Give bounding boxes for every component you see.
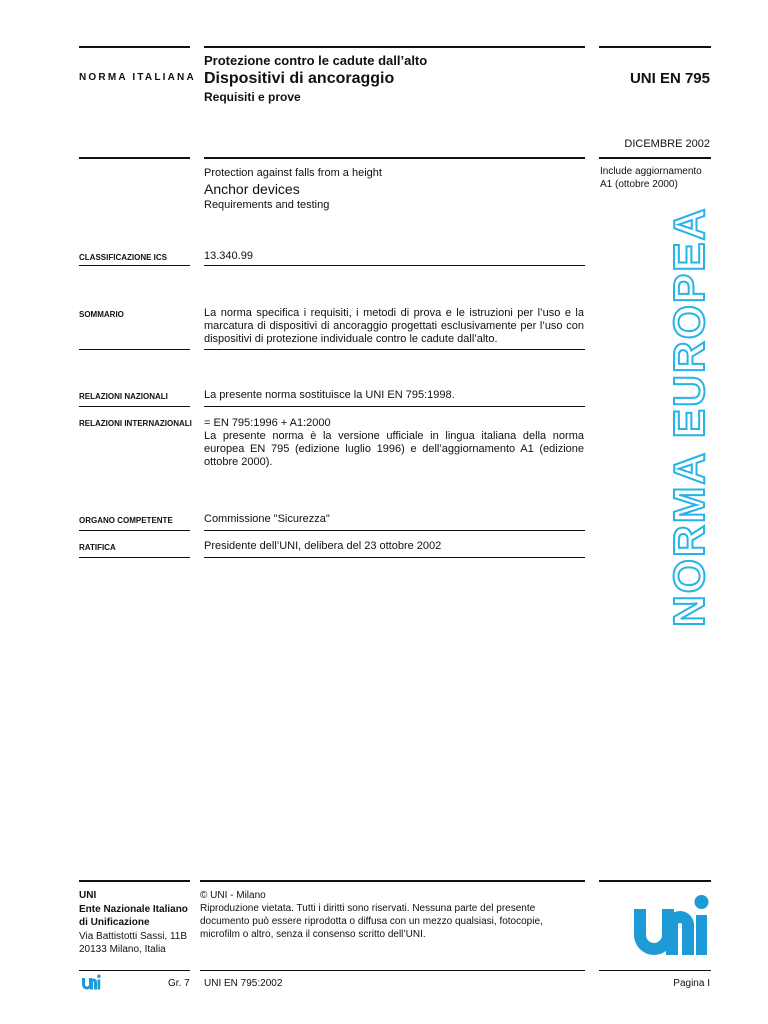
summary-value-rule [204, 349, 585, 350]
price-group: Gr. 7 [168, 978, 190, 989]
international-relations-label: RELAZIONI INTERNAZIONALI [79, 419, 192, 428]
top-rule-right [599, 46, 711, 48]
national-label-rule [79, 406, 190, 407]
competent-label-rule [79, 530, 190, 531]
copyright-line: © UNI - Milano [200, 890, 266, 901]
series-label: NORMA ITALIANA [79, 72, 196, 83]
ratification-label: RATIFICA [79, 543, 116, 552]
competent-body-label: ORGANO COMPETENTE [79, 516, 173, 525]
english-title-line-1: Protection against falls from a height [204, 167, 382, 179]
norma-europea-banner [665, 206, 715, 627]
ratification-label-rule [79, 557, 190, 558]
top-rule-left [79, 46, 190, 48]
org-name-short: UNI [79, 890, 97, 901]
title-line-1: Protezione contro le cadute dall’alto [204, 53, 428, 68]
page-number: Pagina I [673, 978, 710, 989]
summary-label-rule [79, 349, 190, 350]
summary-value: La norma specifica i requisiti, i metodi di prova e le istruzioni per l’uso e la marcatura di dispositivi di ancoraggio progettati esclusivamente per l’uso con dispositivi di protezione individuale contro le cadute dall’alto. [204, 307, 584, 345]
bottom-rule-middle [200, 970, 585, 971]
footer-rule-left [79, 880, 190, 882]
second-rule-right [599, 157, 711, 159]
ics-label: CLASSIFICAZIONE ICS [79, 253, 168, 262]
organization-address [79, 889, 188, 957]
international-relations-line-2: La presente norma è la versione ufficiale in lingua italiana della norma europea EN 795 (edizione luglio 1996) e dell’aggiornamento A1 (edizione ottobre 2000). [204, 430, 584, 468]
org-name-line-1: Ente Nazionale Italiano [79, 903, 188, 915]
footer-document-code: UNI EN 795:2002 [204, 978, 283, 989]
footer-rule-right [599, 880, 711, 882]
title-line-3: Requisiti e prove [204, 90, 301, 104]
competent-value-rule [204, 530, 585, 531]
org-city: 20133 Milano, Italia [79, 944, 166, 955]
standard-code: UNI EN 795 [629, 70, 710, 87]
ics-value-rule [204, 265, 585, 266]
uni-logo-large [630, 893, 710, 957]
footer-rule-middle [200, 880, 585, 882]
bottom-rule-left [79, 970, 190, 971]
summary-label: SOMMARIO [79, 310, 124, 319]
competent-body-value: Commissione "Sicurezza" [204, 513, 330, 525]
rights-notice: Riproduzione vietata. Tutti i diritti sono riservati. Nessuna parte del presente documento può essere riprodotta o diffusa con un mezzo qualsiasi, fotocopie, microfilm o altro, senza il consenso scritto dell’UNI. [200, 903, 543, 940]
national-relations-label: RELAZIONI NAZIONALI [79, 392, 168, 401]
top-rule-middle [204, 46, 585, 48]
includes-note [600, 165, 730, 191]
second-rule-middle [204, 157, 585, 159]
english-title-line-3: Requirements and testing [204, 199, 330, 211]
org-name-line-2: di Unificazione [79, 917, 150, 928]
uni-logo-small [80, 974, 102, 990]
includes-line-2: A1 (ottobre 2000) [600, 179, 678, 190]
copyright-block [200, 889, 585, 941]
national-value-rule [204, 406, 585, 407]
second-rule-left [79, 157, 190, 159]
ratification-value: Presidente dell’UNI, delibera del 23 ottobre 2002 [204, 540, 442, 552]
org-street: Via Battistotti Sassi, 11B [79, 930, 188, 942]
ratification-value-rule [204, 557, 585, 558]
bottom-rule-right [599, 970, 711, 971]
international-relations-line-1: = EN 795:1996 + A1:2000 [204, 417, 331, 429]
norma-europea-text: NORMA EUROPEA [665, 206, 714, 627]
ics-label-rule [79, 265, 190, 266]
publication-date: DICEMBRE 2002 [624, 138, 710, 150]
document-title: Dispositivi di ancoraggio [204, 70, 395, 87]
national-relations-value: La presente norma sostituisce la UNI EN 795:1998. [204, 389, 455, 401]
includes-line-1: Include aggiornamento [600, 166, 702, 177]
english-title-line-2: Anchor devices [204, 181, 300, 197]
ics-value: 13.340.99 [204, 250, 253, 262]
